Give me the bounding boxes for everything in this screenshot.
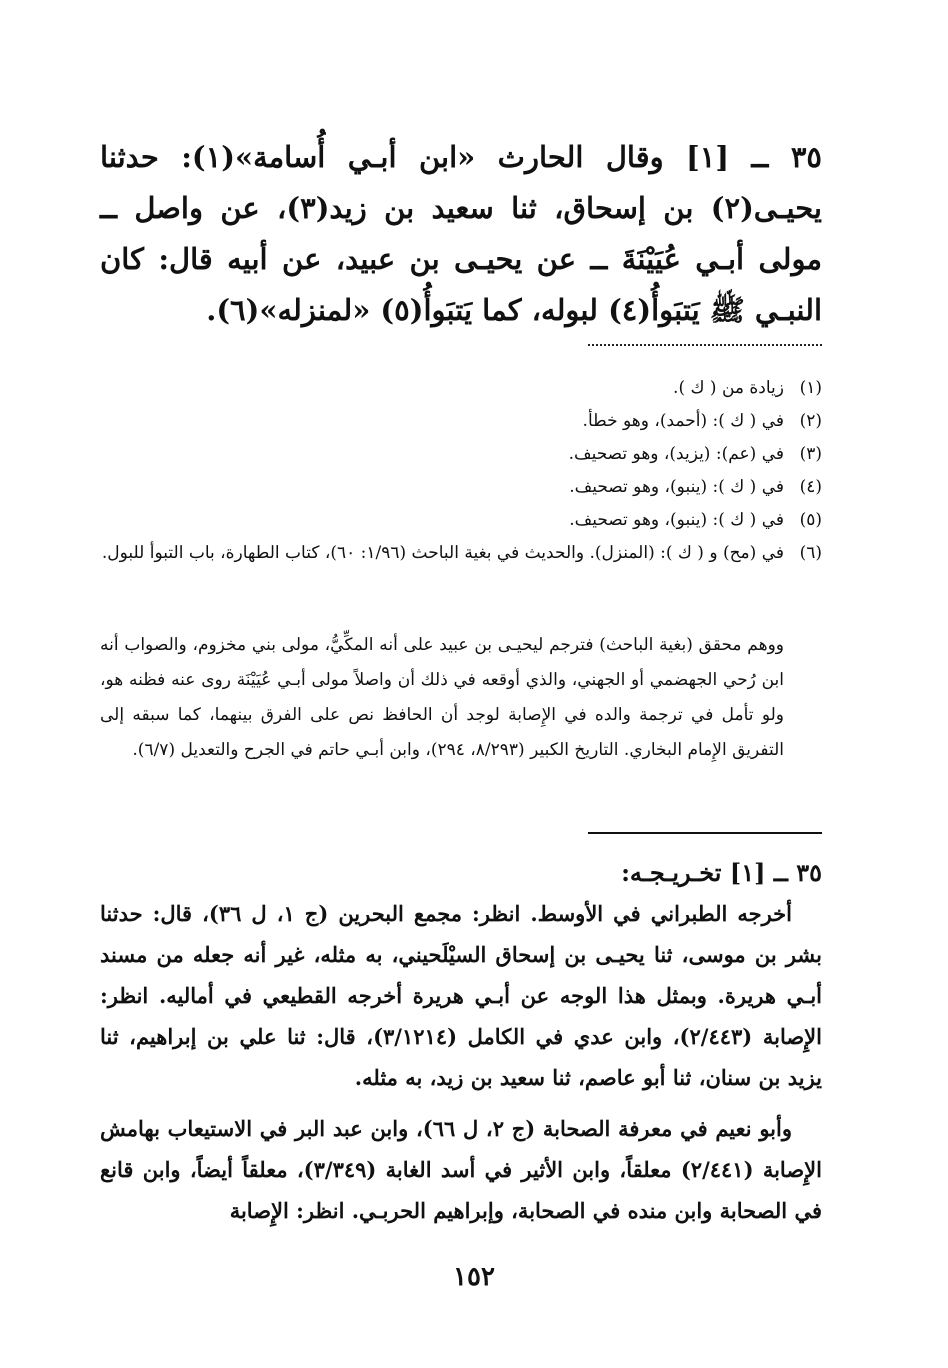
footnote-number: (٥): [799, 510, 822, 530]
takhrij-paragraph-1: [100, 893, 822, 1098]
footnote-number: (٤): [799, 477, 822, 497]
hadith-main-text: ٣٥ ــ [١] وقال الحارث «ابن أبـي أُسامة»(١): حدثنا يحيـى(٢) بن إسحاق، ثنا سعيد بن زيد(٣)، عن واصل ــ مولى أبـي عُيَيْنَةَ ــ عن يحيـى بن عبيد، عن أبيه قال: كان النبـي ﷺ يَتبَوأُ(٤) لبوله، كما يَتبَوأُ(٥) «لمنزله»(٦).: [100, 140, 822, 327]
takhrij-paragraph-2: [100, 1108, 822, 1231]
section-rule: [588, 832, 822, 834]
takhrij-paragraph-1-text: أخرجه الطبراني في الأوسط. انظر: مجمع البحرين (ج ١، ل ٣٦)، قال: حدثنا بشر بن موسى، ثنا يحيـى بن إسحاق السيْلَحيني، به مثله، غير أنه جعله من مسند أبـي هريرة. وبمثل هذا الوجه عن أبـي هريرة أخرجه القطيعي في أماليه. انظر: الإِصابة (٢/٤٤٣)، وابن عدي في الكامل (٣/١٢١٤)، قال: ثنا علي بن إبراهيم، ثنا يزيد بن سنان، ثنا أبو عاصم، ثنا سعيد بن زيد، به مثله.: [100, 901, 822, 1090]
footnote-number: (٦): [799, 543, 822, 563]
footnote-1: [100, 372, 822, 405]
takhrij-heading: ٣٥ ــ [١] تخـريـجـه:: [621, 858, 822, 887]
takhrij-paragraph-2-text: وأبو نعيم في معرفة الصحابة (ج ٢، ل ٦٦)، وابن عبد البر في الاستيعاب بهامش الإِصابة (٢/٤٤١) معلقاً، وابن الأثير في أسد الغابة (٣/٣٤٩)، معلقاً أيضاً، وابن قانع في الصحابة وابن منده في الصحابة، وإبراهيم الحربـي. انظر: الإِصابة: [100, 1116, 822, 1223]
footnote-number: (٢): [799, 411, 822, 431]
footnote-text: في (مح) و ( ك ): (المنزل). والحديث في بغية الباحث (١/٩٦: ٦٠)، كتاب الطهارة، باب التبوأ للبول.: [101, 543, 784, 563]
footnote-2: [100, 405, 822, 438]
footnote-commentary: ووهم محقق (بغية الباحث) فترجم ليحيـى بن عبيد على أنه المكِّيُّ، مولى بني مخزوم، والصواب أنه ابن رُحي الجهضمي أو الجهني، والذي أوقعه في ذلك أن واصلاً مولى أبـي عُيَيْنَة روى عنه فظنه هو، ولو تأمل في ترجمة والده في الإِصابة لوجد أن الحافظ نص على الفرق بينهما، كما سبقه إلى التفريق الإِمام البخاري. التاريخ الكبير (٨/٢٩٣، ٢٩٤)، وابن أبـي حاتم في الجرح والتعديل (٦/٧).: [100, 635, 784, 760]
footnote-text: في ( ك ): (أحمد)، وهو خطأ.: [582, 411, 784, 431]
footnote-text: في (عم): (يزيد)، وهو تصحيف.: [568, 444, 784, 464]
footnote-3: [100, 438, 822, 471]
footnote-separator-dotted: [588, 344, 822, 346]
footnote-number: (٣): [799, 444, 822, 464]
footnotes-list: [100, 372, 822, 570]
footnote-text: في ( ك ): (ينبو)، وهو تصحيف.: [569, 510, 784, 530]
footnote-4: [100, 471, 822, 504]
footnote-6: [100, 537, 822, 570]
page-number: ١٥٢: [453, 1262, 495, 1292]
takhrij-section: [100, 852, 822, 1231]
footnote-number: (١): [799, 378, 822, 398]
footnote-text: زيادة من ( ك ).: [673, 378, 784, 398]
footnote-5: [100, 504, 822, 537]
footnote-text: في ( ك ): (ينبو)، وهو تصحيف.: [569, 477, 784, 497]
